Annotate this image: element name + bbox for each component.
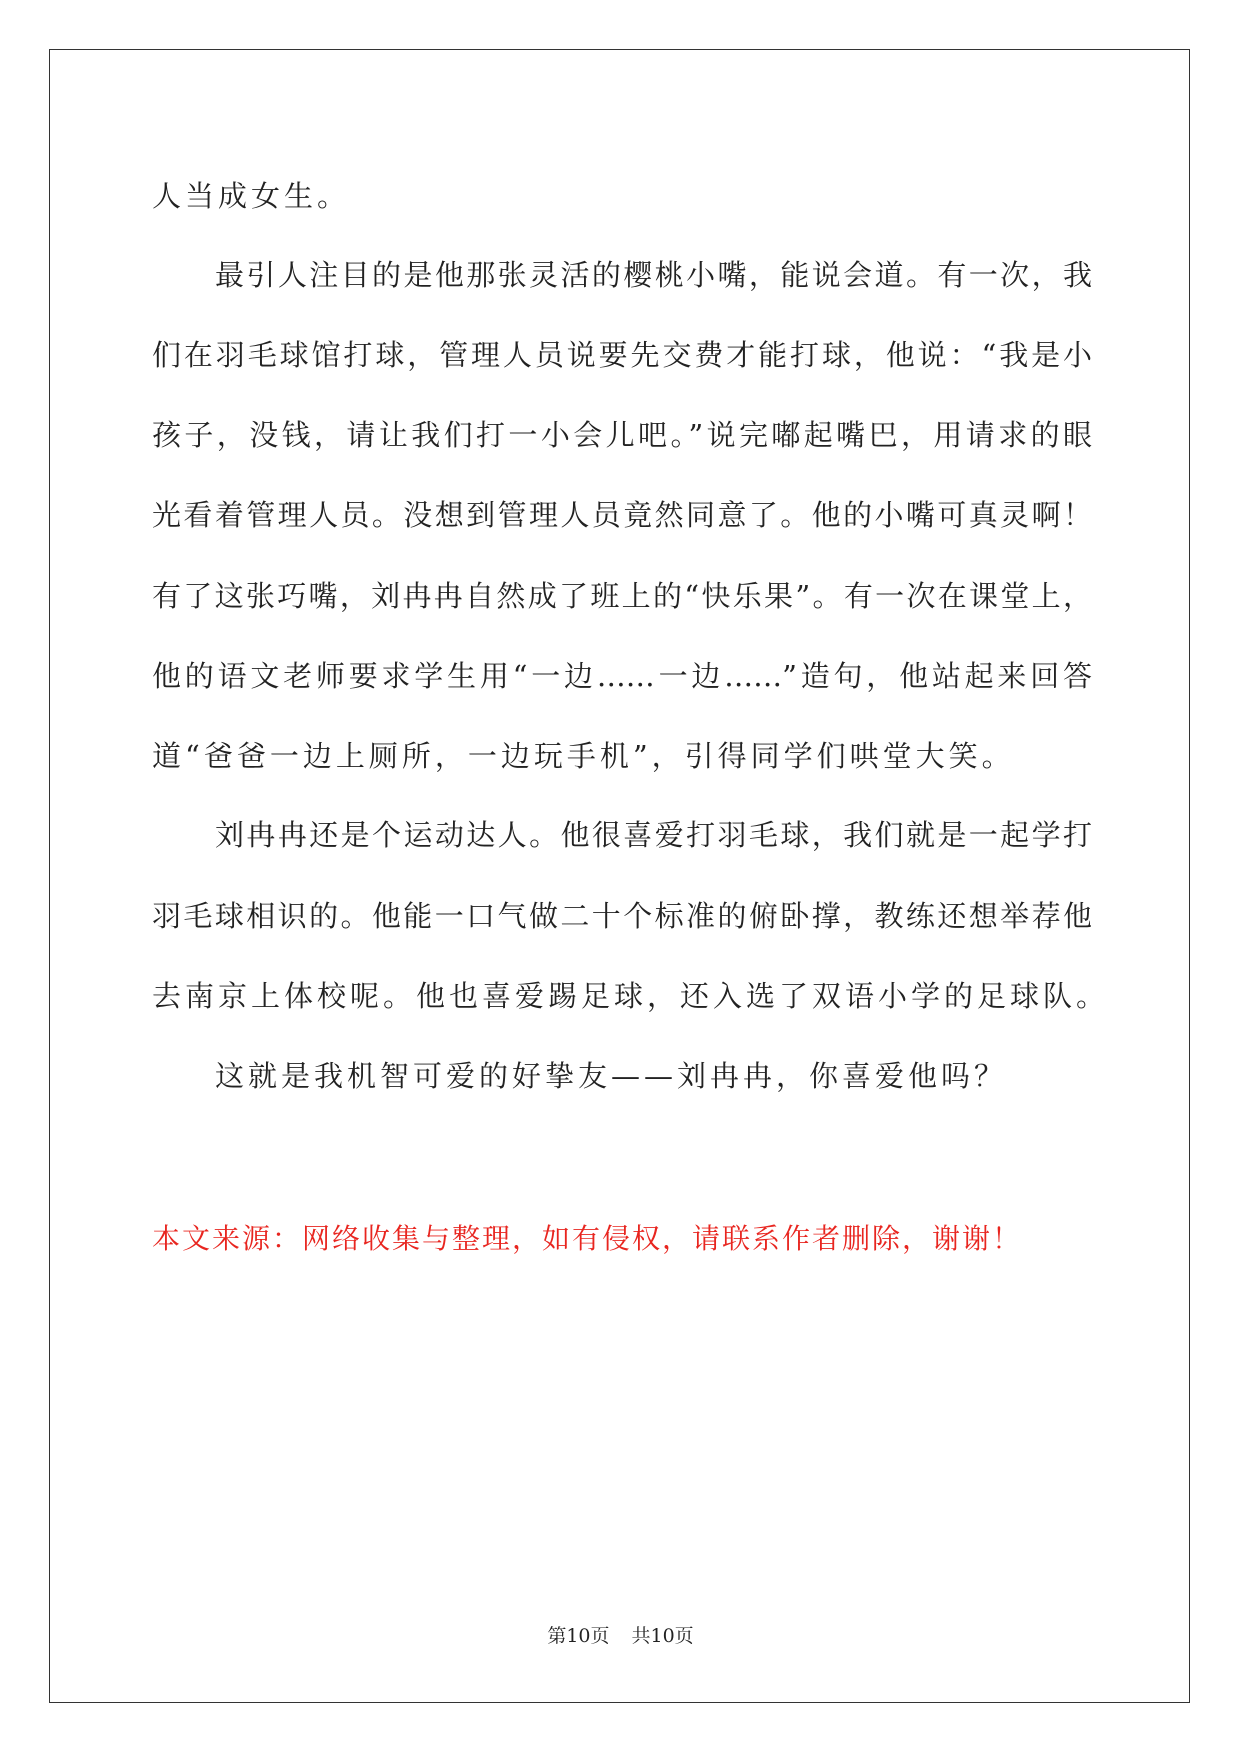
text-line: 去南京上体校呢。他也喜爱踢足球，还入选了双语小学的足球队。 (152, 979, 1110, 1013)
page-border (49, 49, 1190, 1703)
text-line: 羽毛球相识的。他能一口气做二十个标准的俯卧撑，教练还想举荐他 (152, 899, 1092, 933)
text-line: 道“爸爸一边上厕所，一边玩手机”，引得同学们哄堂大笑。 (152, 739, 1015, 773)
source-note: 本文来源：网络收集与整理，如有侵权，请联系作者删除，谢谢！ (152, 1222, 1023, 1255)
text-line: 孩子，没钱，请让我们打一小会儿吧。”说完嘟起嘴巴，用请求的眼 (152, 418, 1092, 452)
page-number: 第10页 (547, 1625, 610, 1647)
text-line: 刘冉冉还是个运动达人。他很喜爱打羽毛球，我们就是一起学打 (215, 818, 1092, 852)
text-line: 他的语文老师要求学生用“一边……一边……”造句，他站起来回答 (152, 659, 1092, 693)
page-total: 共10页 (631, 1625, 694, 1647)
text-line: 有了这张巧嘴，刘冉冉自然成了班上的“快乐果”。有一次在课堂上， (152, 579, 1092, 613)
text-line: 这就是我机智可爱的好挚友——刘冉冉，你喜爱他吗？ (215, 1059, 1008, 1093)
text-line: 光看着管理人员。没想到管理人员竟然同意了。他的小嘴可真灵啊！ (152, 498, 1092, 532)
text-line: 最引人注目的是他那张灵活的樱桃小嘴，能说会道。有一次，我 (215, 258, 1092, 292)
text-line: 们在羽毛球馆打球，管理人员说要先交费才能打球，他说：“我是小 (152, 338, 1092, 372)
page-footer (0, 1624, 1241, 1648)
text-line: 人当成女生。 (152, 179, 351, 213)
